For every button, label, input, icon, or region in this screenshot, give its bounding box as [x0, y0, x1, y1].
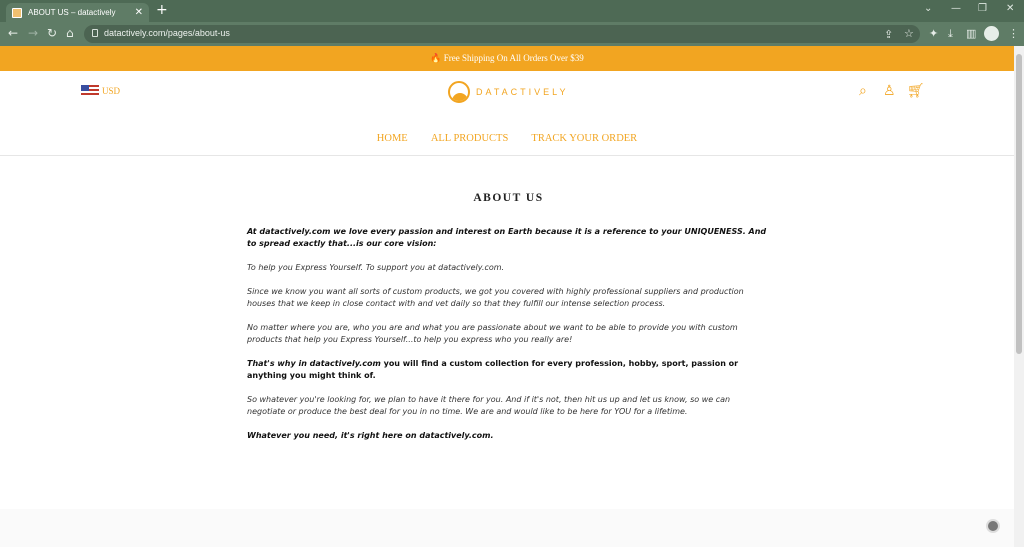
site-favicon-icon: [12, 8, 22, 18]
page-scrollbar[interactable]: [1014, 46, 1024, 547]
collection-rest: you will find a custom collection for every profession, hobby, sport, passion or anything you might think of.: [247, 359, 739, 380]
intro-paragraph: At datactively.com we love every passion and interest on Earth because it is a reference to your UNIQUENESS. And to spread exactly that...is our core vision:: [247, 227, 767, 248]
about-content: [247, 192, 769, 454]
account-icon[interactable]: ♙: [883, 83, 896, 99]
announcement-text: 🔥 Free Shipping On All Orders Over $39: [430, 53, 584, 63]
new-tab-button[interactable]: +: [156, 2, 168, 18]
chat-widget-icon[interactable]: [986, 519, 1000, 533]
currency-selector[interactable]: [81, 85, 120, 97]
tab-close-icon[interactable]: ✕: [134, 7, 143, 18]
announcement-bar: [0, 46, 1014, 71]
nav-all-products[interactable]: ALL PRODUCTS: [430, 133, 509, 144]
tab-title: ABOUT US – datactively: [28, 8, 116, 17]
cart-icon[interactable]: 🛒︎: [907, 83, 925, 99]
close-window-button[interactable]: ✕: [1006, 3, 1015, 14]
forward-icon[interactable]: →: [28, 26, 39, 40]
minimize-button[interactable]: —: [951, 3, 961, 14]
reload-icon[interactable]: ↻: [47, 26, 58, 40]
search-icon[interactable]: ⌕: [859, 83, 867, 99]
lock-icon: [92, 29, 98, 37]
restore-button[interactable]: ❐: [978, 3, 987, 14]
tab-search-icon[interactable]: ⌄: [924, 3, 933, 14]
home-icon[interactable]: ⌂: [66, 26, 74, 40]
us-flag-icon: [81, 85, 99, 97]
collection-paragraph: [247, 358, 769, 382]
url-text: datactively.com/pages/about-us: [104, 28, 230, 38]
page-title: ABOUT US: [473, 192, 544, 204]
scrollbar-thumb[interactable]: [1016, 54, 1022, 354]
logo-text: DATACTIVELY: [476, 87, 569, 97]
profile-avatar[interactable]: [984, 26, 999, 41]
extensions-icon[interactable]: ✦: [929, 27, 939, 40]
site-logo[interactable]: [448, 81, 569, 103]
footer-strip: [0, 509, 1014, 547]
collection-lead: That's why in datactively.com: [247, 359, 381, 368]
service-paragraph: So whatever you're looking for, we plan to have it there for you. And if it's not, then hit us up and let us know, so we can negotiate or produce the best deal for you in no time. We are and would like to be here for YOU for a lifetime.: [247, 395, 731, 416]
site-header: [0, 71, 1014, 156]
suppliers-paragraph: Since we know you want all sorts of custom products, we got you covered with highly professional suppliers and production houses that we keep in close contact with and vet daily so that they fulfill our intense selection process.: [247, 287, 744, 308]
logo-mark-icon: [448, 81, 470, 103]
menu-kebab-icon[interactable]: ⋮: [1008, 27, 1019, 40]
browser-toolbar: [0, 22, 1024, 46]
browser-tab[interactable]: [6, 3, 149, 22]
mission-paragraph: To help you Express Yourself. To support you at datactively.com.: [247, 263, 505, 272]
passion-paragraph: No matter where you are, who you are and what you are passionate about we want to be able to provide you with custom products that help you Express Yourself...to help you express who you really are!: [247, 323, 738, 344]
main-navigation: [0, 126, 1014, 145]
nav-home[interactable]: HOME: [376, 133, 408, 144]
nav-track-order[interactable]: TRACK YOUR ORDER: [531, 133, 638, 144]
closing-paragraph: Whatever you need, it's right here on datactively.com.: [247, 431, 494, 440]
address-bar[interactable]: [84, 25, 920, 43]
bookmark-star-icon[interactable]: ☆: [904, 27, 914, 40]
share-icon[interactable]: ⇪: [884, 28, 894, 41]
back-icon[interactable]: ←: [8, 26, 19, 40]
currency-label: USD: [102, 86, 121, 96]
side-panel-icon[interactable]: ▥: [966, 27, 977, 40]
browser-titlebar: [0, 0, 1024, 22]
download-icon[interactable]: ⤓: [948, 27, 953, 40]
